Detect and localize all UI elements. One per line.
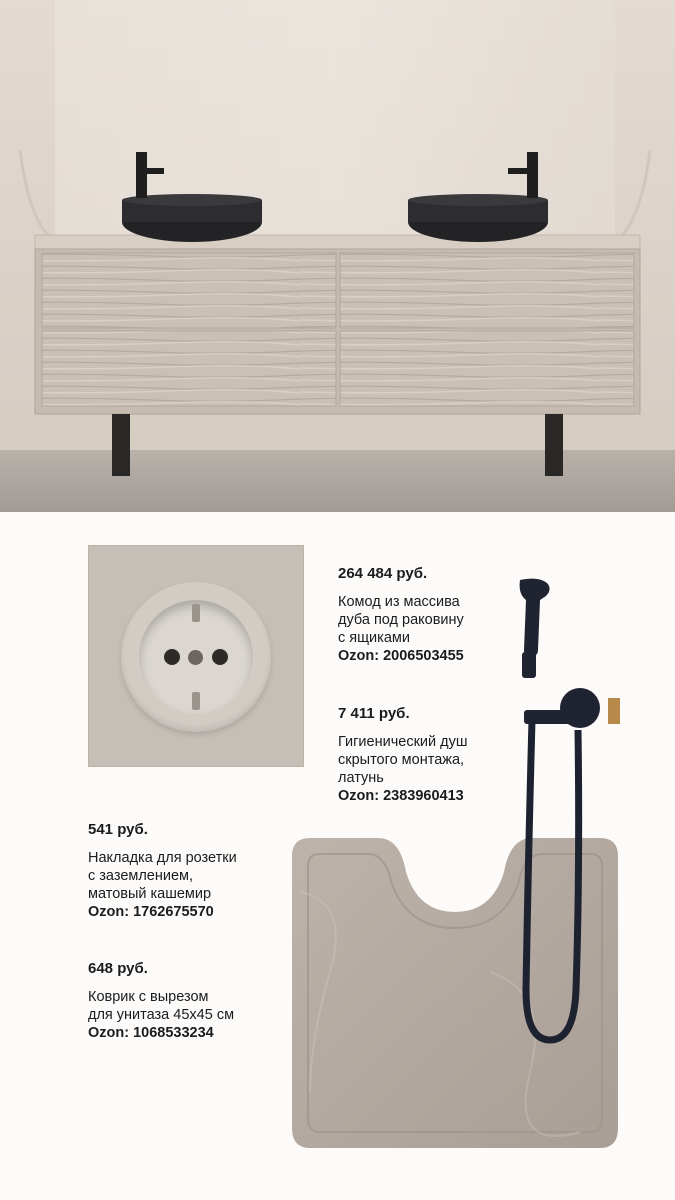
product-price: 541 руб. (88, 821, 148, 838)
product-description: Коврик с вырезом для унитаза 45х45 см (88, 989, 235, 1023)
product-socket-cover (88, 821, 278, 921)
product-price: 264 484 руб. (338, 565, 428, 582)
socket-cup (139, 600, 253, 714)
product-shower (338, 705, 508, 805)
ground-clip-bottom (192, 692, 200, 710)
product-price: 7 411 руб. (338, 705, 410, 722)
product-ozon-code[interactable]: Ozon: 1762675570 (88, 904, 214, 920)
hygienic-shower-image (500, 570, 640, 1070)
product-description: Накладка для розетки с заземлением, матовый кашемир (88, 850, 237, 902)
vanity-illustration (0, 0, 675, 512)
socket-cover-image (88, 545, 304, 767)
product-vanity (338, 565, 508, 665)
ground-clip-top (192, 604, 200, 622)
socket-hole-right (212, 649, 228, 665)
product-description: Гигиенический душ скрытого монтажа, латунь (338, 734, 468, 786)
product-description: Комод из массива дуба под раковину с ящиками (338, 594, 464, 646)
socket-hole-left (164, 649, 180, 665)
hero-image-vanity (0, 0, 675, 512)
product-price: 648 руб. (88, 960, 148, 977)
product-toilet-mat (88, 960, 278, 1042)
product-ozon-code[interactable]: Ozon: 1068533234 (88, 1025, 214, 1041)
product-ozon-code[interactable]: Ozon: 2383960413 (338, 788, 464, 804)
socket-ring (121, 582, 271, 732)
product-ozon-code[interactable]: Ozon: 2006503455 (338, 648, 464, 664)
socket-screw (188, 650, 203, 665)
